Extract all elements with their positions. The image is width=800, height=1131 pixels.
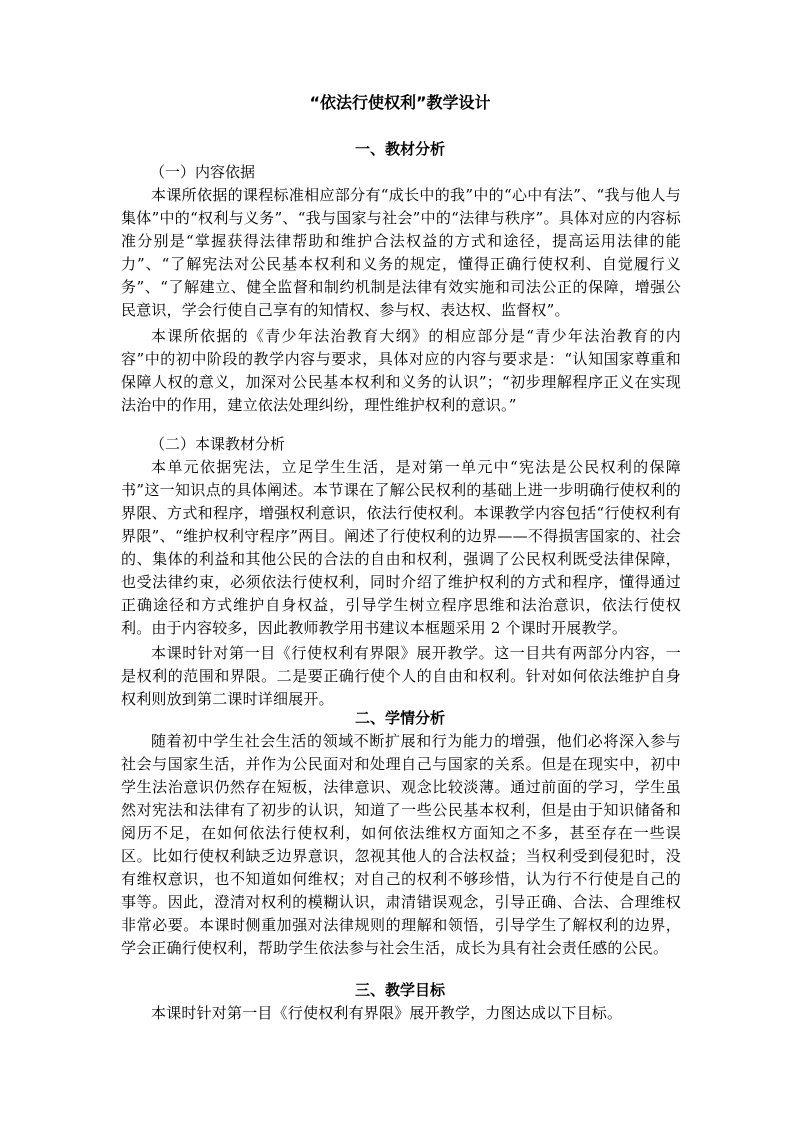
paragraph-unit-analysis: 本单元依据宪法，立足学生生活，是对第一单元中“宪法是公民权利的保障书”这一知识点的具体阐述。本节课在了解公民权利的基础上进一步明确行使权利的界限、方式和程序，增强权利意识，依法行使权利。本课教学内容包括“行使权利有界限”、“维护权利守程序”两目。阐述了行使权利的边界——不得损害国家的、社会的、集体的利益和其他公民的合法的自由和权利，强调了公民权利既受法律保障，也受法律约束，必须依法行使权利，同时介绍了维护权利的方式和程序，懂得通过正确途径和方式维护自身权益，引导学生树立程序思维和法治意识，依法行使权利。由于内容较多，因此教师教学用书建议本框题采用 2 个课时开展教学。 [121, 458, 681, 637]
paragraph-student-situation: 随着初中学生社会生活的领域不断扩展和行为能力的增强，他们必将深入参与社会与国家生活，并作为公民面对和处理自己与国家的关系。但是在现实中，初中学生法治意识仍然存在短板，法律意识、观念比较淡薄。通过前面的学习，学生虽然对宪法和法律有了初步的认识，知道了一些公民基本权利，但是由于知识储备和阅历不足，在如何依法行使权利，如何依法维权方面知之不多，甚至存在一些误区。比如行使权利缺乏边界意识，忽视其他人的合法权益；当权利受到侵犯时，没有维权意识，也不知道如何维权；对自己的权利不够珍惜，认为行不行使是自己的事等。因此，澄清对权利的模糊认识，肃清错误观念，引导正确、合法、合理维权非常必要。本课时侧重加强对法律规则的理解和领悟，引导学生了解权利的边界，学会正确行使权利，帮助学生依法参与社会生活，成长为具有社会责任感的公民。 [121, 732, 681, 957]
paragraph-lesson-focus: 本课时针对第一目《行使权利有界限》展开教学。这一目共有两部分内容，一是权利的范围和界限。二是要正确行使个人的自由和权利。针对如何依法维护自身权利则放到第二课时详细展开。 [121, 644, 681, 708]
subheading-textbook-analysis: （二）本课教材分析 [150, 435, 286, 453]
subheading-content-basis: （一）内容依据 [150, 163, 256, 181]
paragraph-legal-education-outline: 本课所依据的《青少年法治教育大纲》的相应部分是“青少年法治教育的内容”中的初中阶段的教学内容与要求，具体对应的内容与要求是：“认知国家尊重和保障人权的意义，加深对公民基本权利和义务的认识”；“初步理解程序正义在实现法治中的作用，建立依法处理纠纷，理性维护权利的意识。” [121, 327, 681, 414]
section-heading-teaching-goals: 三、教学目标 [354, 981, 445, 999]
paragraph-teaching-goals-intro: 本课时针对第一目《行使权利有界限》展开教学，力图达成以下目标。 [151, 1004, 623, 1022]
section-heading-textbook-analysis: 一、教材分析 [354, 140, 445, 158]
document-title: “依法行使权利”教学设计 [309, 93, 491, 112]
paragraph-curriculum-standard: 本课所依据的课程标准相应部分有“成长中的我”中的“心中有法”、“我与他人与集体”中的“权利与义务”、“我与国家与社会”中的“法律与秩序”。具体对应的内容标准分别是“掌握获得法律帮助和维护合法权益的方式和途径，提高运用法律的能力”、“了解宪法对公民基本权利和义务的规定，懂得正确行使权利、自觉履行义务”、“了解建立、健全监督和制约机制是法律有效实施和司法公正的保障，增强公民意识，学会行使自己享有的知情权、参与权、表达权、监督权”。 [121, 186, 681, 319]
section-heading-student-analysis: 二、学情分析 [354, 709, 445, 727]
